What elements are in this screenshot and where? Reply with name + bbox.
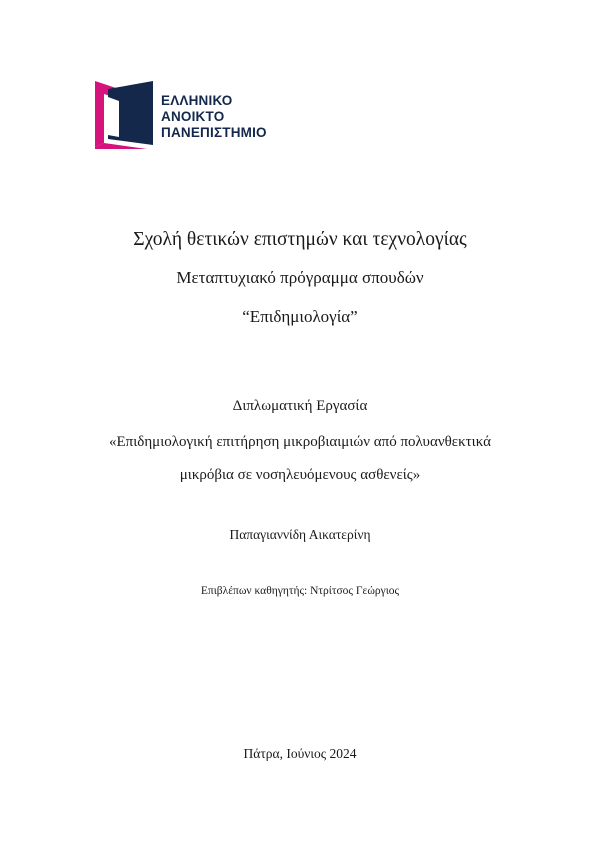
university-logo <box>95 77 275 149</box>
thesis-title-line-1: «Επιδημιολογική επιτήρηση μικροβιαιμιών από πολυανθεκτικά <box>108 434 492 450</box>
open-book-icon <box>95 77 157 149</box>
logo-line-2: ΑΝΟΙΚΤΟ <box>161 109 225 124</box>
thesis-type: Διπλωματική Εργασία <box>232 398 368 414</box>
supervisor: Επιβλέπων καθηγητής: Ντρίτσος Γεώργιος <box>200 585 400 597</box>
logo-wordmark <box>161 93 267 141</box>
place-date: Πάτρα, Ιούνιος 2024 <box>243 746 357 761</box>
author-name: Παπαγιαννίδη Αικατερίνη <box>229 527 371 542</box>
school-name: Σχολή θετικών επιστημών και τεχνολογίας <box>133 229 467 250</box>
logo-line-3: ΠΑΝΕΠΙΣΤΗΜΙΟ <box>161 125 267 140</box>
logo-line-1: ΕΛΛΗΝΙΚΟ <box>161 93 233 108</box>
thesis-title-line-2: μικρόβια σε νοσηλευόμενους ασθενείς» <box>179 467 421 483</box>
program-name: Μεταπτυχιακό πρόγραμμα σπουδών <box>176 268 424 287</box>
program-field: “Επιδημιολογία” <box>242 307 358 326</box>
